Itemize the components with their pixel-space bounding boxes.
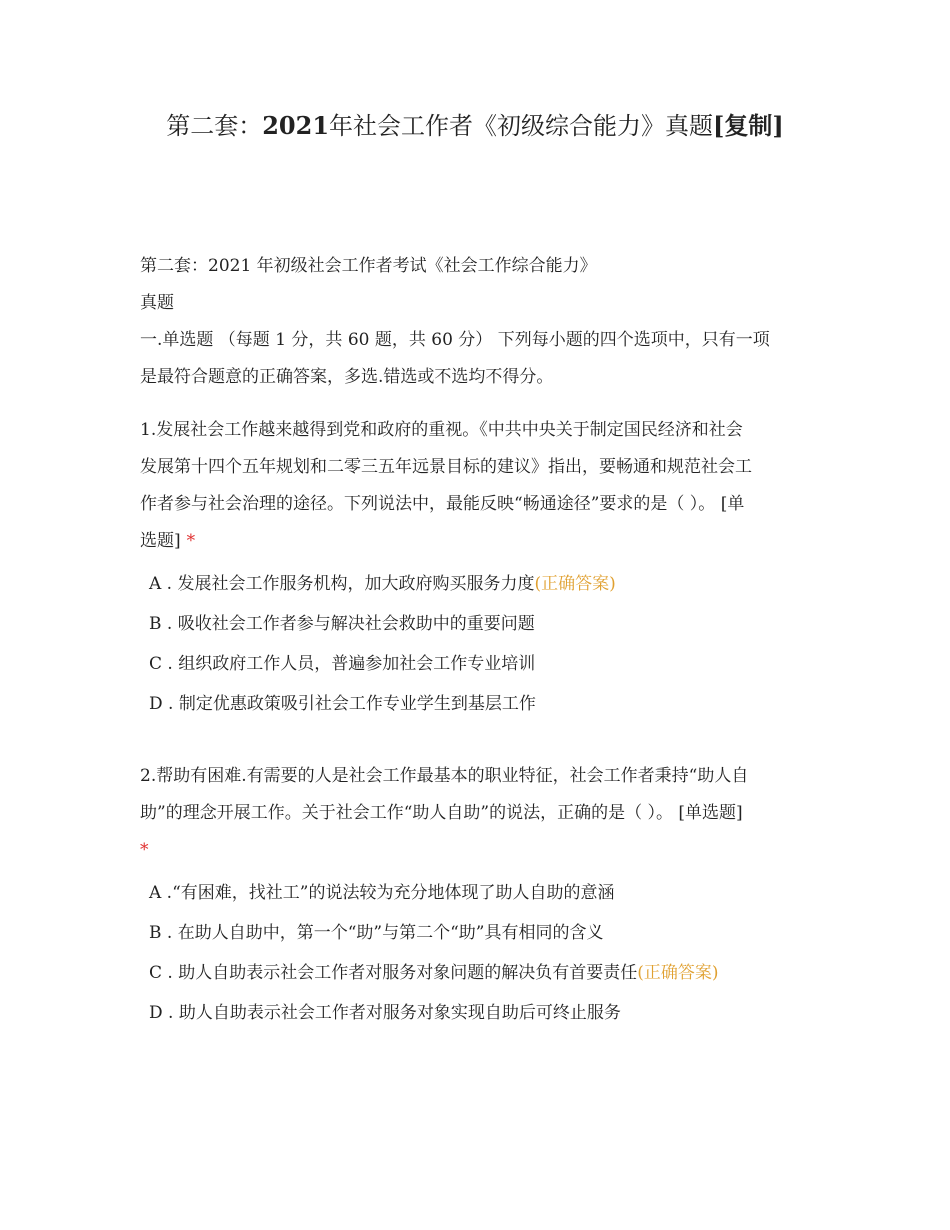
option-c[interactable] [140, 953, 812, 993]
question-stem-line: 助”的理念开展工作。关于社会工作“助人自助”的说法，正确的是（ ）。 [单选题] [140, 803, 743, 823]
option-b[interactable] [140, 913, 812, 953]
option-d[interactable] [140, 684, 812, 724]
option-a[interactable] [140, 873, 812, 913]
option-text: D . 助人自助表示社会工作者对服务对象实现自助后可终止服务 [149, 1003, 621, 1023]
question-stem-text: 选题] [140, 531, 181, 551]
question-stem-line: 1.发展社会工作越来越得到党和政府的重视。《中共中央关于制定国民经济和社会 [140, 420, 743, 440]
question-stem-line [140, 523, 812, 560]
question-1 [140, 412, 812, 724]
document-body [140, 248, 812, 1033]
correct-answer-label: (正确答案) [534, 574, 616, 594]
option-text: B . 在助人自助中，第一个“助”与第二个“助”具有相同的含义 [149, 923, 604, 943]
question-2 [140, 758, 812, 1033]
required-mark: * [140, 840, 149, 860]
option-c[interactable] [140, 644, 812, 684]
option-text: D . 制定优惠政策吸引社会工作专业学生到基层工作 [149, 694, 536, 714]
question-stem-line: 2.帮助有困难.有需要的人是社会工作最基本的职业特征，社会工作者秉持“助人自 [140, 766, 749, 786]
option-text: B . 吸收社会工作者参与解决社会救助中的重要问题 [149, 614, 535, 634]
option-b[interactable] [140, 604, 812, 644]
option-list [140, 564, 812, 724]
option-d[interactable] [140, 993, 812, 1033]
intro-line-2: 真题 [140, 293, 174, 313]
option-text: A .“有困难，找社工”的说法较为充分地体现了助人自助的意涵 [149, 883, 615, 903]
option-list [140, 873, 812, 1033]
section-heading-line-2: 是最符合题意的正确答案，多选.错选或不选均不得分。 [140, 367, 554, 387]
title-part2: 年社会工作者《初级综合能力》真题 [329, 112, 714, 140]
required-mark: * [186, 531, 196, 551]
option-text: A . 发展社会工作服务机构，加大政府购买服务力度 [149, 574, 535, 594]
correct-answer-label: (正确答案) [637, 963, 719, 983]
intro-line-1: 第二套：2021 年初级社会工作者考试《社会工作综合能力》 [140, 256, 597, 276]
section-heading-line-1: 一.单选题 （每题 1 分，共 60 题，共 60 分） 下列每小题的四个选项中，只有一项 [140, 330, 770, 350]
question-stem-line [140, 832, 812, 869]
question-stem-line: 作者参与社会治理的途径。下列说法中，最能反映“畅通途径”要求的是（ ）。 [单 [140, 494, 745, 514]
title-year: 2021 [262, 111, 330, 140]
question-stem-line: 发展第十四个五年规划和二零三五年远景目标的建议》指出，要畅通和规范社会工 [140, 457, 752, 477]
title-suffix: [复制] [713, 111, 784, 140]
option-text: C . 助人自助表示社会工作者对服务对象问题的解决负有首要责任 [149, 963, 638, 983]
option-a[interactable] [140, 564, 812, 604]
document-title [0, 108, 950, 144]
option-text: C . 组织政府工作人员，普遍参加社会工作专业培训 [149, 654, 536, 674]
title-part1: 第二套： [166, 112, 263, 140]
